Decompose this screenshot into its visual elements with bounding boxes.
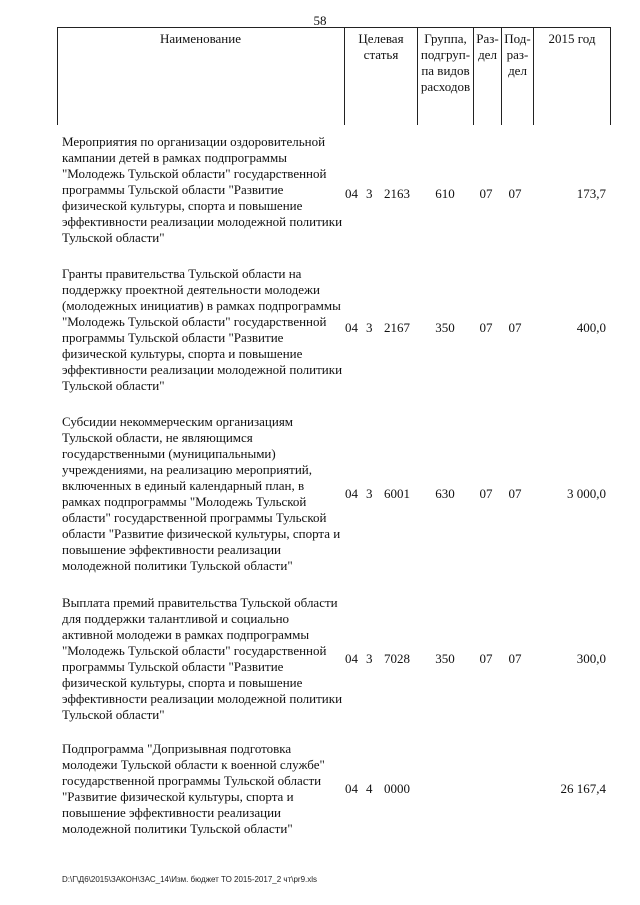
row-name — [62, 414, 352, 574]
name-line: Тульской области" — [62, 378, 165, 393]
name-line: Гранты правительства Тульской области на — [62, 266, 302, 281]
name-line: "Молодежь Тульской области" государственной — [62, 166, 327, 181]
code-subprogram: 3 — [366, 186, 373, 201]
name-line: рамках подпрограммы "Молодежь Тульской — [62, 494, 307, 509]
subsection: 07 — [508, 486, 522, 501]
code-subprogram: 3 — [366, 651, 373, 666]
code-subprogram: 4 — [366, 781, 373, 796]
name-line: молодежи Тульской области к военной службе" — [62, 757, 325, 772]
header-subsection — [502, 31, 533, 79]
header-line: подгруп- — [420, 47, 471, 62]
name-line: "Молодежь Тульской области" государственной — [62, 643, 327, 658]
page-number: 58 — [313, 13, 327, 28]
code-program: 04 — [345, 320, 358, 335]
section: 07 — [479, 320, 493, 335]
name-line: (молодежных инициатив) в рамках подпрограммы — [62, 298, 341, 313]
name-line: физической культуры, спорта и повышение — [62, 346, 303, 361]
name-line: "Молодежь Тульской области" государственной — [62, 314, 327, 329]
amount: 3 000,0 — [567, 486, 606, 501]
name-line: "Развитие физической культуры, спорта и — [62, 789, 294, 804]
name-line: активной молодежи в рамках подпрограммы — [62, 627, 310, 642]
expense-group: 610 — [435, 186, 455, 201]
file-path-footer: D:\Г\Д6\2015\ЗАКОН\ЗАС_14\Изм. бюджет ТО 2015-2017_2 чт\pr9.xls — [62, 875, 318, 884]
header-line: дел — [508, 63, 527, 78]
name-line: Тульской области" — [62, 230, 165, 245]
name-line: государственной программы Тульской области — [62, 773, 322, 788]
row-name — [62, 741, 352, 837]
row-name — [62, 595, 352, 723]
section: 07 — [479, 186, 493, 201]
row-name — [62, 134, 352, 246]
expense-group: 350 — [435, 320, 455, 335]
name-line: программы Тульской области "Развитие — [62, 659, 284, 674]
section: 07 — [479, 651, 493, 666]
name-line: повышение эффективности реализации — [62, 542, 281, 557]
subsection: 07 — [508, 186, 522, 201]
name-line: Мероприятия по организации оздоровительной — [62, 134, 326, 149]
header-line: расходов — [420, 79, 471, 94]
header-line: Раз- — [476, 31, 499, 46]
expense-group: 630 — [435, 486, 455, 501]
name-line: учреждениями, на реализацию мероприятий, — [62, 462, 313, 477]
code-direction: 7028 — [384, 651, 410, 666]
amount: 173,7 — [576, 186, 606, 201]
name-line: включенных в единый календарный план, в — [62, 478, 305, 493]
name-line: Подпрограмма "Допризывная подготовка — [62, 741, 292, 756]
section: 07 — [479, 486, 493, 501]
name-line: Тульской области" — [62, 707, 165, 722]
name-line: повышение эффективности реализации — [62, 805, 281, 820]
header-line: Под- — [504, 31, 531, 46]
code-direction: 2163 — [384, 186, 410, 201]
code-subprogram: 3 — [366, 486, 373, 501]
header-line: Целевая — [358, 31, 404, 46]
code-direction: 0000 — [384, 781, 410, 796]
header-line: па видов — [421, 63, 470, 78]
code-program: 04 — [345, 486, 358, 501]
name-line: кампании детей в рамках подпрограммы — [62, 150, 287, 165]
name-line: молодежной политики Тульской области" — [62, 558, 293, 573]
header-year: 2015 год — [548, 31, 596, 46]
subsection: 07 — [508, 651, 522, 666]
col-divider — [610, 27, 611, 125]
name-line: поддержку проектной деятельности молодежи — [62, 282, 320, 297]
header-line: раз- — [506, 47, 529, 62]
name-line: физической культуры, спорта и повышение — [62, 675, 303, 690]
name-line: области" государственной программы Тульской — [62, 510, 327, 525]
header-line: статья — [363, 47, 399, 62]
name-line: эффективности реализации молодежной политики — [62, 214, 343, 229]
header-name: Наименование — [160, 31, 241, 46]
subsection: 07 — [508, 320, 522, 335]
name-line: программы Тульской области "Развитие — [62, 182, 284, 197]
header-line: дел — [478, 47, 497, 62]
expense-group: 350 — [435, 651, 455, 666]
name-line: эффективности реализации молодежной политики — [62, 691, 343, 706]
name-line: программы Тульской области "Развитие — [62, 330, 284, 345]
name-line: физической культуры, спорта и повышение — [62, 198, 303, 213]
name-line: молодежной политики Тульской области" — [62, 821, 293, 836]
amount: 300,0 — [576, 651, 606, 666]
code-program: 04 — [345, 781, 358, 796]
amount: 26 167,4 — [560, 781, 606, 796]
header-line: Группа, — [424, 31, 467, 46]
name-line: Субсидии некоммерческим организациям — [62, 414, 294, 429]
name-line: Тульской области, не являющимся — [62, 430, 253, 445]
code-direction: 2167 — [384, 320, 410, 335]
header-group — [418, 31, 473, 95]
header-section — [474, 31, 501, 63]
name-line: для поддержки талантливой и социально — [62, 611, 290, 626]
code-program: 04 — [345, 651, 358, 666]
name-line: Выплата премий правительства Тульской области — [62, 595, 338, 610]
code-program: 04 — [345, 186, 358, 201]
header-target-article — [345, 31, 417, 63]
name-line: области "Развитие физической культуры, спорта и — [62, 526, 341, 541]
name-line: эффективности реализации молодежной политики — [62, 362, 343, 377]
code-direction: 6001 — [384, 486, 410, 501]
name-line: государственными (муниципальными) — [62, 446, 276, 461]
amount: 400,0 — [576, 320, 606, 335]
header-top-border — [57, 27, 611, 28]
table-header — [57, 27, 611, 125]
row-name — [62, 266, 352, 394]
code-subprogram: 3 — [366, 320, 373, 335]
